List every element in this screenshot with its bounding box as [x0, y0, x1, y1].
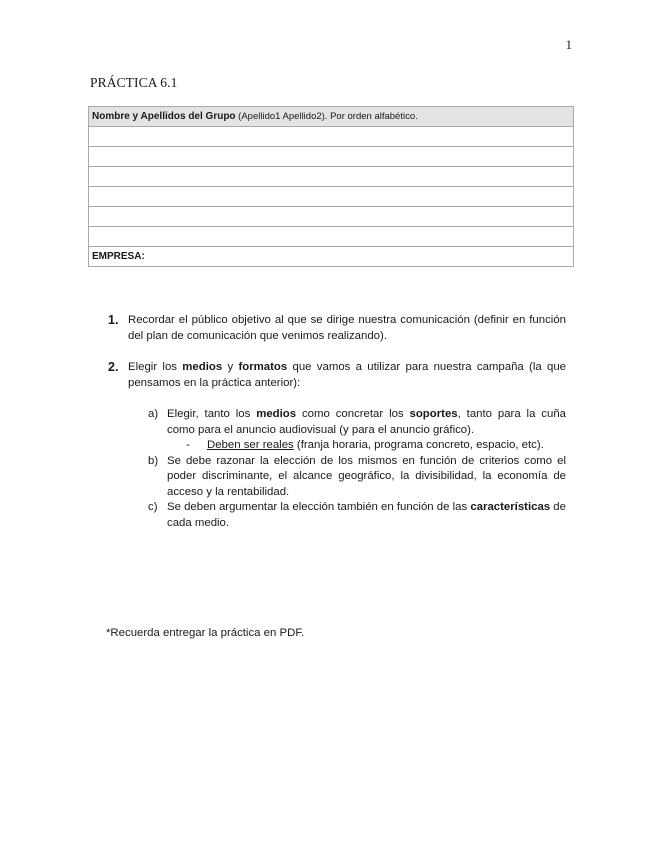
dash-marker: -: [186, 439, 190, 451]
company-row: [89, 247, 574, 267]
bold-text: medios: [182, 361, 223, 373]
underlined-text: Deben ser reales: [207, 439, 294, 451]
page-title: PRÁCTICA 6.1: [90, 75, 178, 90]
company-label: EMPRESA:: [92, 251, 145, 262]
instructions-list: [108, 313, 566, 531]
text-fragment: (franja horaria, programa concreto, espacio, etc).: [293, 439, 544, 451]
header-note: (Apellido1 Apellido2). Por orden alfabético.: [235, 111, 418, 122]
sub-item-a: [128, 407, 566, 454]
company-cell[interactable]: [89, 247, 574, 267]
item-text: [128, 361, 566, 389]
bold-text: características: [470, 501, 551, 513]
bold-text: soportes: [409, 408, 458, 420]
sub-text: [167, 408, 566, 436]
member-name-cell[interactable]: [89, 187, 574, 207]
text-fragment: Elegir, tanto los: [167, 408, 257, 420]
text-fragment: Se deben argumentar la elección también en función de las: [167, 501, 471, 513]
table-row: [89, 147, 574, 167]
instruction-item-1: [108, 313, 566, 344]
dash-bullet: [167, 438, 566, 454]
sub-item-b: [128, 454, 566, 501]
sub-text: [167, 501, 566, 529]
header-bold-label: Nombre y Apellidos del Grupo: [92, 111, 236, 122]
sub-list: [148, 407, 566, 531]
member-name-cell[interactable]: [89, 207, 574, 227]
table-row: [89, 207, 574, 227]
footnote: *Recuerda entregar la práctica en PDF.: [106, 627, 305, 639]
member-name-cell[interactable]: [89, 127, 574, 147]
text-fragment: de cada medio.: [167, 501, 566, 529]
table-row: [89, 187, 574, 207]
member-name-cell[interactable]: [89, 147, 574, 167]
text-fragment: y: [222, 361, 239, 373]
table-header-cell: [89, 107, 574, 127]
text-fragment: Elegir los: [128, 361, 183, 373]
sub-letter: a): [148, 408, 159, 420]
sub-letter: c): [148, 501, 158, 513]
instruction-item-2: [108, 360, 566, 531]
group-members-table: [88, 106, 574, 267]
sub-letter: b): [148, 454, 159, 467]
member-name-cell[interactable]: [89, 227, 574, 247]
member-name-cell[interactable]: [89, 167, 574, 187]
sub-text: Se debe razonar la elección de los mismos en función de criterios como el poder discriminante, el alcance geográfico, la divisibilidad, la economía de acceso y la rentabilidad.: [167, 454, 566, 498]
table-row: [89, 127, 574, 147]
bold-text: medios: [256, 408, 297, 420]
item-number: 1.: [108, 313, 119, 327]
item-text: Recordar el público objetivo al que se dirige nuestra comunicación (definir en función del plan de comunicación que venimos realizando).: [128, 314, 566, 342]
table-header-row: [89, 107, 574, 127]
table-row: [89, 167, 574, 187]
sub-item-c: [128, 500, 566, 531]
text-fragment: , tanto para la cuña como para el anuncio audiovisual (y para el anuncio gráfico).: [167, 408, 567, 436]
bold-text: formatos: [238, 361, 288, 373]
text-fragment: como concretar los: [296, 408, 410, 420]
item-number: 2.: [108, 360, 119, 374]
page-number: 1: [565, 37, 572, 52]
table-row: [89, 227, 574, 247]
text-fragment: que vamos a utilizar para nuestra campaña (la que pensamos en la práctica anterior):: [128, 361, 566, 389]
